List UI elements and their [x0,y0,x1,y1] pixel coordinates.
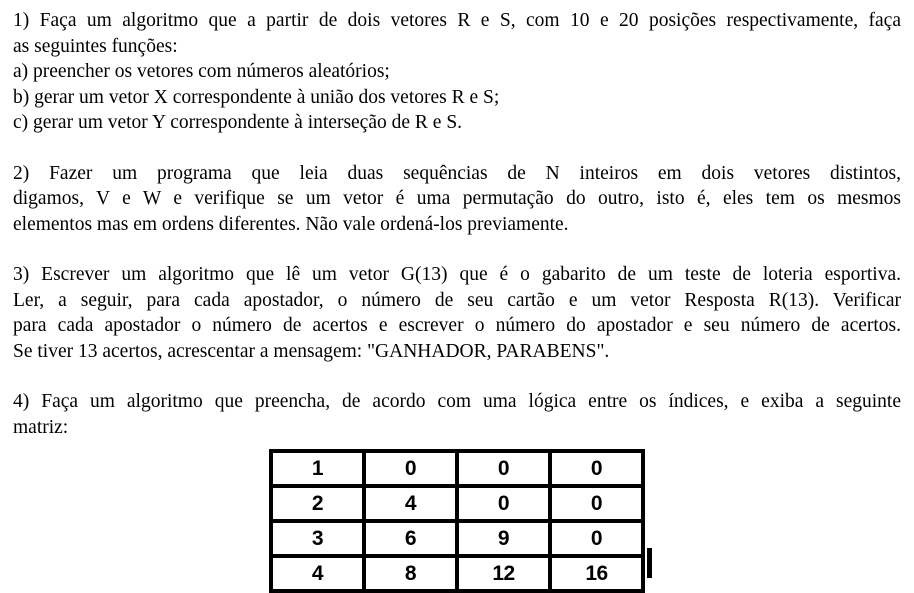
exercise-3 [13,262,901,364]
matrix-cell: 3 [271,521,364,556]
matrix-cell: 16 [550,556,643,591]
exercise-2-line: 2) Fazer um programa que leia duas sequências de N inteiros em dois vetores distintos, [13,162,901,184]
matrix-container [269,449,645,593]
exercise-1-item-c: c) gerar um vetor Y correspondente à interseção de R e S. [13,112,463,133]
matrix-cell: 4 [271,556,364,591]
exercise-3-line: Ler, a seguir, para cada apostador, o número de seu cartão e um vetor Resposta R(13). Verificar [13,289,901,311]
matrix-row [271,486,643,521]
matrix-table [269,449,645,593]
matrix-cell: 2 [271,486,364,521]
matrix-cell: 0 [364,451,457,486]
text-cursor [647,548,652,578]
exercise-2 [13,161,901,238]
exercise-1-item-a: a) preencher os vetores com números aleatórios; [13,61,390,82]
matrix-row [271,451,643,486]
matrix-cell: 4 [364,486,457,521]
matrix-row [271,556,643,591]
matrix-cell: 9 [457,521,550,556]
exercise-4-line: 4) Faça um algoritmo que preencha, de acordo com uma lógica entre os índices, e exiba a seguinte [13,391,901,412]
exercise-3-line: 3) Escrever um algoritmo que lê um vetor G(13) que é o gabarito de um teste de loteria esportiva. [13,264,901,285]
exercise-3-line: Se tiver 13 acertos, acrescentar a mensagem: "GANHADOR, PARABENS". [13,340,610,362]
matrix-cell: 0 [550,451,643,486]
matrix-cell: 0 [457,486,550,521]
exercise-1-item-b: b) gerar um vetor X correspondente à união dos vetores R e S; [13,86,500,108]
exercise-4-line: matriz: [13,416,69,438]
exercise-1-line: as seguintes funções: [13,35,178,57]
matrix-cell: 8 [364,556,457,591]
exercise-4 [13,389,901,440]
exercise-1 [13,8,901,136]
matrix-cell: 0 [550,521,643,556]
matrix-cell: 6 [364,521,457,556]
exercise-1-line: 1) Faça um algoritmo que a partir de dois vetores R e S, com 10 e 20 posições respectivamente, faça [13,10,901,31]
document-body [13,8,901,440]
matrix-cell: 0 [550,486,643,521]
matrix-cell: 1 [271,451,364,486]
exercise-2-line: digamos, V e W e verifique se um vetor é uma permutação do outro, isto é, eles tem os mesmos [13,188,901,209]
matrix-cell: 12 [457,556,550,591]
matrix-cell: 0 [457,451,550,486]
exercise-3-line: para cada apostador o número de acertos e escrever o número do apostador e seu número de acertos. [13,315,901,336]
matrix-row [271,521,643,556]
exercise-2-line: elementos mas em ordens diferentes. Não vale ordená-los previamente. [13,213,569,235]
